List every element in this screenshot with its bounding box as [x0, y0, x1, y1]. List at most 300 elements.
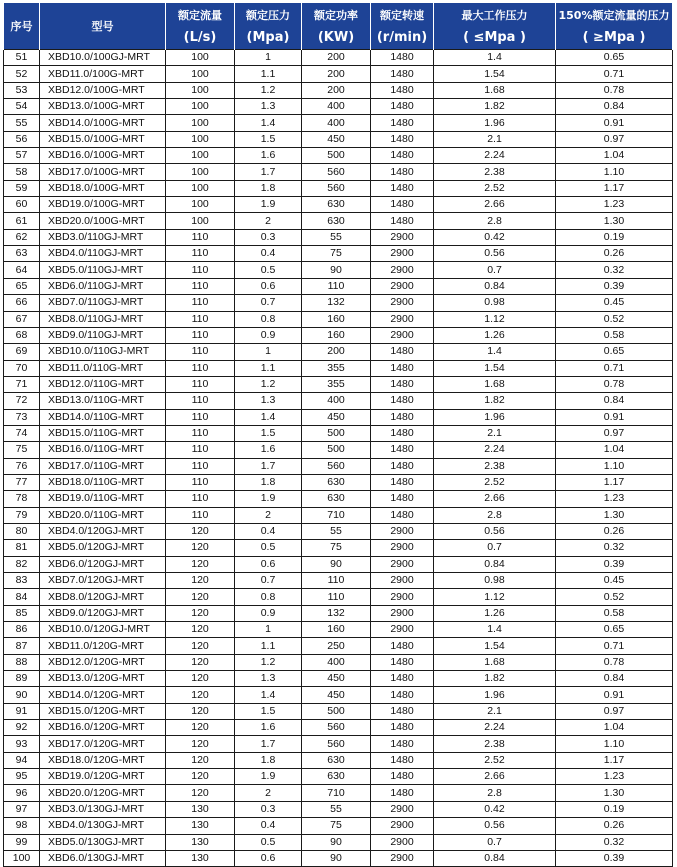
cell-speed: 1480: [371, 687, 434, 703]
cell-flow: 120: [166, 605, 235, 621]
cell-pressure-150: 0.78: [556, 82, 673, 98]
cell-pressure-150: 0.91: [556, 687, 673, 703]
cell-speed: 1480: [371, 769, 434, 785]
cell-pressure-150: 0.78: [556, 376, 673, 392]
cell-model: XBD3.0/110GJ-MRT: [40, 229, 166, 245]
cell-flow: 120: [166, 654, 235, 670]
table-row: [4, 458, 673, 474]
cell-speed: 2900: [371, 523, 434, 539]
cell-pressure-150: 1.17: [556, 752, 673, 768]
cell-max-pressure: 1.54: [434, 360, 556, 376]
cell-speed: 1480: [371, 442, 434, 458]
cell-power: 75: [302, 818, 371, 834]
cell-max-pressure: 1.68: [434, 82, 556, 98]
cell-pressure: 0.7: [235, 295, 302, 311]
cell-pressure-150: 0.32: [556, 540, 673, 556]
cell-pressure-150: 0.45: [556, 295, 673, 311]
cell-model: XBD4.0/120GJ-MRT: [40, 523, 166, 539]
table-row: [4, 523, 673, 539]
table-row: [4, 344, 673, 360]
cell-index: 67: [4, 311, 40, 327]
cell-speed: 1480: [371, 66, 434, 82]
table-row: [4, 311, 673, 327]
cell-pressure-150: 0.71: [556, 360, 673, 376]
cell-speed: 1480: [371, 507, 434, 523]
cell-pressure-150: 0.91: [556, 409, 673, 425]
cell-flow: 110: [166, 376, 235, 392]
cell-speed: 1480: [371, 344, 434, 360]
table-row: [4, 638, 673, 654]
table-row: [4, 442, 673, 458]
cell-power: 560: [302, 180, 371, 196]
cell-flow: 110: [166, 344, 235, 360]
cell-flow: 110: [166, 491, 235, 507]
cell-index: 59: [4, 180, 40, 196]
cell-pressure: 0.3: [235, 229, 302, 245]
cell-power: 710: [302, 507, 371, 523]
cell-max-pressure: 0.42: [434, 229, 556, 245]
cell-model: XBD9.0/120GJ-MRT: [40, 605, 166, 621]
cell-index: 61: [4, 213, 40, 229]
cell-model: XBD17.0/120G-MRT: [40, 736, 166, 752]
table-row: [4, 148, 673, 164]
cell-speed: 1480: [371, 671, 434, 687]
cell-power: 250: [302, 638, 371, 654]
table-row: [4, 573, 673, 589]
cell-index: 97: [4, 801, 40, 817]
cell-speed: 1480: [371, 393, 434, 409]
cell-flow: 100: [166, 50, 235, 66]
cell-model: XBD18.0/110G-MRT: [40, 474, 166, 490]
cell-flow: 120: [166, 769, 235, 785]
cell-power: 160: [302, 327, 371, 343]
cell-power: 110: [302, 278, 371, 294]
cell-pressure-150: 1.10: [556, 164, 673, 180]
cell-speed: 1480: [371, 654, 434, 670]
cell-speed: 1480: [371, 425, 434, 441]
cell-speed: 1480: [371, 703, 434, 719]
header-pressure-150: 150%额定流量的压力: [556, 3, 673, 26]
cell-pressure-150: 0.19: [556, 229, 673, 245]
cell-max-pressure: 2.66: [434, 491, 556, 507]
header-flow-unit: (L/s): [166, 26, 235, 50]
table-row: [4, 246, 673, 262]
table-row: [4, 425, 673, 441]
table-row: [4, 164, 673, 180]
cell-model: XBD11.0/110G-MRT: [40, 360, 166, 376]
table-row: [4, 99, 673, 115]
cell-speed: 2900: [371, 246, 434, 262]
cell-model: XBD5.0/130GJ-MRT: [40, 834, 166, 850]
cell-power: 110: [302, 589, 371, 605]
cell-pressure-150: 1.04: [556, 148, 673, 164]
cell-max-pressure: 2.8: [434, 785, 556, 801]
cell-speed: 2900: [371, 850, 434, 866]
cell-pressure-150: 1.23: [556, 197, 673, 213]
cell-model: XBD4.0/130GJ-MRT: [40, 818, 166, 834]
cell-model: XBD16.0/120G-MRT: [40, 720, 166, 736]
cell-power: 630: [302, 197, 371, 213]
cell-power: 75: [302, 540, 371, 556]
cell-model: XBD12.0/100G-MRT: [40, 82, 166, 98]
cell-flow: 100: [166, 164, 235, 180]
cell-model: XBD15.0/100G-MRT: [40, 131, 166, 147]
cell-pressure: 1.3: [235, 393, 302, 409]
cell-flow: 120: [166, 589, 235, 605]
cell-pressure-150: 0.32: [556, 262, 673, 278]
cell-power: 110: [302, 573, 371, 589]
table-row: [4, 360, 673, 376]
header-pressure-150-unit: ( ≥Mpa ): [556, 26, 673, 50]
cell-index: 94: [4, 752, 40, 768]
cell-flow: 110: [166, 458, 235, 474]
cell-model: XBD15.0/110G-MRT: [40, 425, 166, 441]
cell-pressure-150: 1.17: [556, 474, 673, 490]
cell-speed: 1480: [371, 376, 434, 392]
cell-model: XBD11.0/120G-MRT: [40, 638, 166, 654]
cell-max-pressure: 1.96: [434, 115, 556, 131]
cell-pressure: 0.7: [235, 573, 302, 589]
cell-index: 60: [4, 197, 40, 213]
cell-max-pressure: 0.7: [434, 262, 556, 278]
cell-model: XBD18.0/120G-MRT: [40, 752, 166, 768]
cell-index: 91: [4, 703, 40, 719]
cell-flow: 100: [166, 99, 235, 115]
cell-model: XBD7.0/110GJ-MRT: [40, 295, 166, 311]
cell-pressure: 2: [235, 785, 302, 801]
cell-speed: 1480: [371, 148, 434, 164]
cell-index: 62: [4, 229, 40, 245]
table-row: [4, 82, 673, 98]
cell-max-pressure: 1.26: [434, 327, 556, 343]
cell-power: 630: [302, 474, 371, 490]
cell-model: XBD8.0/120GJ-MRT: [40, 589, 166, 605]
cell-pressure: 1.9: [235, 769, 302, 785]
cell-pressure: 1: [235, 622, 302, 638]
cell-flow: 110: [166, 278, 235, 294]
cell-index: 52: [4, 66, 40, 82]
cell-model: XBD13.0/120G-MRT: [40, 671, 166, 687]
cell-power: 560: [302, 736, 371, 752]
cell-pressure-150: 0.19: [556, 801, 673, 817]
cell-pressure-150: 0.39: [556, 278, 673, 294]
cell-model: XBD7.0/120GJ-MRT: [40, 573, 166, 589]
cell-model: XBD14.0/100G-MRT: [40, 115, 166, 131]
cell-index: 69: [4, 344, 40, 360]
table-row: [4, 50, 673, 66]
cell-power: 450: [302, 671, 371, 687]
cell-index: 96: [4, 785, 40, 801]
cell-model: XBD12.0/120G-MRT: [40, 654, 166, 670]
cell-index: 53: [4, 82, 40, 98]
table-row: [4, 327, 673, 343]
cell-flow: 120: [166, 523, 235, 539]
cell-speed: 2900: [371, 834, 434, 850]
table-row: [4, 736, 673, 752]
table-row: [4, 197, 673, 213]
cell-pressure: 1.5: [235, 703, 302, 719]
table-row: [4, 213, 673, 229]
cell-flow: 110: [166, 393, 235, 409]
cell-power: 90: [302, 262, 371, 278]
cell-pressure: 1.7: [235, 736, 302, 752]
cell-power: 132: [302, 605, 371, 621]
cell-max-pressure: 0.98: [434, 295, 556, 311]
cell-pressure: 1: [235, 50, 302, 66]
cell-model: XBD16.0/100G-MRT: [40, 148, 166, 164]
table-row: [4, 703, 673, 719]
cell-max-pressure: 2.1: [434, 703, 556, 719]
cell-power: 90: [302, 850, 371, 866]
cell-power: 500: [302, 425, 371, 441]
cell-index: 95: [4, 769, 40, 785]
table-row: [4, 850, 673, 866]
cell-pressure-150: 0.45: [556, 573, 673, 589]
cell-speed: 1480: [371, 115, 434, 131]
table-row: [4, 687, 673, 703]
cell-model: XBD10.0/110GJ-MRT: [40, 344, 166, 360]
cell-flow: 110: [166, 327, 235, 343]
cell-max-pressure: 2.8: [434, 507, 556, 523]
cell-power: 200: [302, 344, 371, 360]
cell-flow: 120: [166, 556, 235, 572]
table-row: [4, 752, 673, 768]
cell-model: XBD5.0/120GJ-MRT: [40, 540, 166, 556]
table-row: [4, 262, 673, 278]
header-pressure: 额定压力: [235, 3, 302, 26]
cell-pressure: 1.8: [235, 180, 302, 196]
cell-model: XBD14.0/120G-MRT: [40, 687, 166, 703]
cell-max-pressure: 0.56: [434, 246, 556, 262]
cell-pressure-150: 1.23: [556, 769, 673, 785]
cell-flow: 100: [166, 148, 235, 164]
cell-flow: 120: [166, 720, 235, 736]
cell-index: 56: [4, 131, 40, 147]
cell-speed: 1480: [371, 491, 434, 507]
cell-max-pressure: 2.38: [434, 458, 556, 474]
cell-index: 58: [4, 164, 40, 180]
cell-index: 81: [4, 540, 40, 556]
table-row: [4, 818, 673, 834]
cell-index: 64: [4, 262, 40, 278]
cell-power: 75: [302, 246, 371, 262]
cell-speed: 1480: [371, 736, 434, 752]
cell-speed: 1480: [371, 752, 434, 768]
cell-pressure: 1.4: [235, 115, 302, 131]
cell-index: 89: [4, 671, 40, 687]
cell-pressure-150: 0.65: [556, 622, 673, 638]
cell-index: 99: [4, 834, 40, 850]
cell-power: 200: [302, 66, 371, 82]
cell-model: XBD10.0/100GJ-MRT: [40, 50, 166, 66]
cell-pressure-150: 1.30: [556, 213, 673, 229]
table-row: [4, 556, 673, 572]
cell-model: XBD19.0/120G-MRT: [40, 769, 166, 785]
cell-speed: 2900: [371, 295, 434, 311]
table-row: [4, 376, 673, 392]
cell-index: 65: [4, 278, 40, 294]
cell-power: 450: [302, 131, 371, 147]
cell-power: 400: [302, 99, 371, 115]
table-row: [4, 671, 673, 687]
cell-flow: 110: [166, 507, 235, 523]
cell-pressure: 1.8: [235, 752, 302, 768]
cell-index: 51: [4, 50, 40, 66]
cell-flow: 100: [166, 213, 235, 229]
cell-speed: 2900: [371, 311, 434, 327]
cell-speed: 2900: [371, 622, 434, 638]
cell-model: XBD3.0/130GJ-MRT: [40, 801, 166, 817]
cell-speed: 1480: [371, 180, 434, 196]
cell-pressure-150: 0.78: [556, 654, 673, 670]
cell-pressure-150: 0.39: [556, 556, 673, 572]
cell-flow: 120: [166, 687, 235, 703]
cell-pressure: 0.8: [235, 311, 302, 327]
table-row: [4, 834, 673, 850]
cell-model: XBD8.0/110GJ-MRT: [40, 311, 166, 327]
cell-flow: 110: [166, 442, 235, 458]
cell-index: 73: [4, 409, 40, 425]
cell-index: 100: [4, 850, 40, 866]
cell-pressure-150: 0.58: [556, 327, 673, 343]
cell-max-pressure: 1.4: [434, 50, 556, 66]
cell-pressure: 1.9: [235, 491, 302, 507]
cell-flow: 110: [166, 360, 235, 376]
cell-flow: 130: [166, 818, 235, 834]
cell-speed: 1480: [371, 50, 434, 66]
cell-max-pressure: 2.8: [434, 213, 556, 229]
cell-flow: 100: [166, 197, 235, 213]
header-model: 型号: [40, 3, 166, 50]
header-power-unit: (KW): [302, 26, 371, 50]
cell-pressure-150: 0.97: [556, 131, 673, 147]
table-row: [4, 720, 673, 736]
cell-power: 400: [302, 115, 371, 131]
header-power: 额定功率: [302, 3, 371, 26]
table-row: [4, 295, 673, 311]
cell-speed: 2900: [371, 229, 434, 245]
cell-index: 93: [4, 736, 40, 752]
cell-index: 86: [4, 622, 40, 638]
cell-pressure-150: 1.10: [556, 736, 673, 752]
cell-power: 450: [302, 409, 371, 425]
cell-max-pressure: 1.68: [434, 376, 556, 392]
cell-pressure: 1.6: [235, 148, 302, 164]
cell-speed: 2900: [371, 327, 434, 343]
cell-speed: 1480: [371, 82, 434, 98]
cell-flow: 100: [166, 82, 235, 98]
cell-speed: 1480: [371, 131, 434, 147]
cell-max-pressure: 2.24: [434, 148, 556, 164]
cell-pressure: 0.4: [235, 523, 302, 539]
cell-index: 98: [4, 818, 40, 834]
cell-max-pressure: 1.54: [434, 638, 556, 654]
cell-power: 400: [302, 654, 371, 670]
cell-pressure: 1.1: [235, 360, 302, 376]
cell-max-pressure: 1.4: [434, 622, 556, 638]
cell-flow: 120: [166, 622, 235, 638]
cell-pressure: 0.4: [235, 246, 302, 262]
cell-max-pressure: 2.1: [434, 131, 556, 147]
cell-power: 630: [302, 213, 371, 229]
cell-max-pressure: 2.38: [434, 736, 556, 752]
cell-speed: 1480: [371, 474, 434, 490]
cell-model: XBD11.0/100G-MRT: [40, 66, 166, 82]
cell-pressure: 1.2: [235, 654, 302, 670]
cell-flow: 130: [166, 850, 235, 866]
cell-speed: 2900: [371, 589, 434, 605]
cell-pressure-150: 1.30: [556, 507, 673, 523]
header-index: 序号: [4, 3, 40, 50]
cell-model: XBD16.0/110G-MRT: [40, 442, 166, 458]
cell-speed: 2900: [371, 573, 434, 589]
cell-pressure-150: 0.65: [556, 344, 673, 360]
cell-index: 85: [4, 605, 40, 621]
cell-pressure-150: 1.10: [556, 458, 673, 474]
cell-max-pressure: 0.42: [434, 801, 556, 817]
cell-flow: 110: [166, 409, 235, 425]
cell-flow: 110: [166, 474, 235, 490]
cell-max-pressure: 1.96: [434, 409, 556, 425]
cell-index: 90: [4, 687, 40, 703]
cell-max-pressure: 0.7: [434, 834, 556, 850]
cell-index: 84: [4, 589, 40, 605]
cell-max-pressure: 1.68: [434, 654, 556, 670]
cell-max-pressure: 0.84: [434, 850, 556, 866]
cell-index: 66: [4, 295, 40, 311]
cell-max-pressure: 2.66: [434, 769, 556, 785]
cell-pressure: 1.8: [235, 474, 302, 490]
cell-pressure-150: 1.04: [556, 442, 673, 458]
header-speed: 额定转速: [371, 3, 434, 26]
table-row: [4, 409, 673, 425]
cell-power: 55: [302, 523, 371, 539]
cell-power: 710: [302, 785, 371, 801]
cell-index: 54: [4, 99, 40, 115]
cell-model: XBD20.0/100G-MRT: [40, 213, 166, 229]
cell-pressure: 0.9: [235, 605, 302, 621]
cell-model: XBD20.0/110G-MRT: [40, 507, 166, 523]
cell-max-pressure: 2.52: [434, 180, 556, 196]
cell-pressure: 1.6: [235, 720, 302, 736]
cell-power: 132: [302, 295, 371, 311]
cell-speed: 2900: [371, 262, 434, 278]
cell-max-pressure: 1.26: [434, 605, 556, 621]
table-row: [4, 654, 673, 670]
table-row: [4, 66, 673, 82]
cell-pressure-150: 0.39: [556, 850, 673, 866]
cell-index: 83: [4, 573, 40, 589]
cell-power: 560: [302, 164, 371, 180]
cell-flow: 110: [166, 229, 235, 245]
cell-model: XBD14.0/110G-MRT: [40, 409, 166, 425]
cell-index: 74: [4, 425, 40, 441]
cell-model: XBD17.0/100G-MRT: [40, 164, 166, 180]
cell-flow: 110: [166, 295, 235, 311]
cell-power: 160: [302, 622, 371, 638]
pump-spec-table: [3, 3, 673, 867]
cell-pressure: 1.4: [235, 687, 302, 703]
cell-index: 68: [4, 327, 40, 343]
cell-model: XBD12.0/110G-MRT: [40, 376, 166, 392]
cell-max-pressure: 0.56: [434, 818, 556, 834]
cell-speed: 2900: [371, 540, 434, 556]
cell-max-pressure: 2.66: [434, 197, 556, 213]
cell-model: XBD6.0/110GJ-MRT: [40, 278, 166, 294]
cell-pressure: 2: [235, 507, 302, 523]
cell-max-pressure: 2.1: [434, 425, 556, 441]
cell-speed: 1480: [371, 213, 434, 229]
